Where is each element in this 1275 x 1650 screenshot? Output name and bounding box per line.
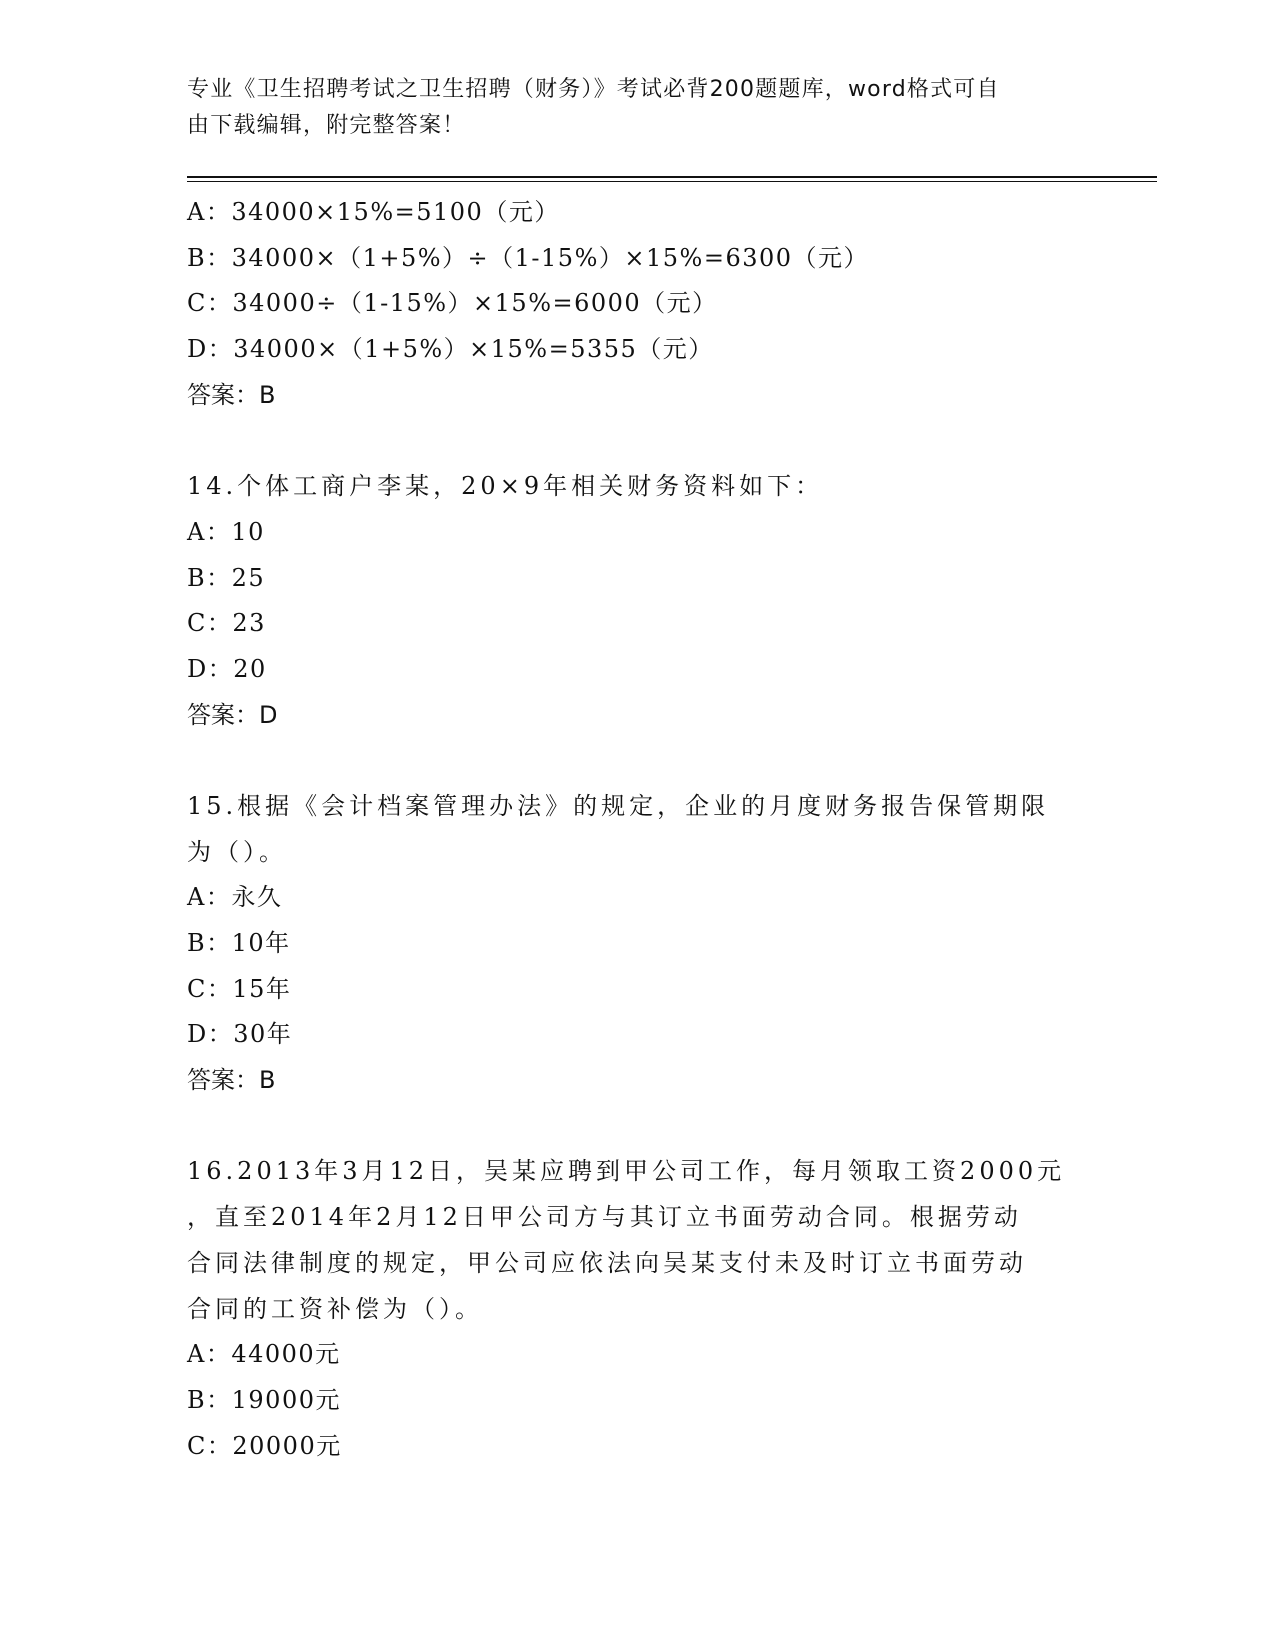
stem-line: 合同的工资补偿为（）。	[187, 1294, 483, 1323]
option-b: B：19000元	[187, 1385, 341, 1414]
header-line-2: 由下载编辑，附完整答案！	[187, 113, 466, 138]
spacer	[187, 1104, 1087, 1150]
option-c: C：34000÷（1-15%）×15%=6000（元）	[187, 289, 718, 318]
option-d: D：20	[187, 654, 267, 683]
option-b: B：10年	[187, 929, 291, 958]
option-c: C：15年	[187, 974, 292, 1003]
answer: 答案：B	[187, 1066, 276, 1095]
option-a: A：34000×15%=5100（元）	[187, 198, 560, 226]
question-stem	[187, 784, 1087, 875]
option-a: A：44000元	[187, 1340, 341, 1369]
stem-line: 合同法律制度的规定，甲公司应依法向吴某支付未及时订立书面劳动	[187, 1248, 1027, 1277]
header-line-1: 专业《卫生招聘考试之卫生招聘（财务）》考试必背200题题库，word格式可自	[187, 77, 1000, 102]
question-stem	[187, 1149, 1087, 1332]
option-b: B：25	[187, 563, 266, 592]
question-13	[187, 190, 1087, 418]
document-header	[187, 72, 1067, 144]
option-c: C：23	[187, 609, 266, 638]
question-list	[187, 190, 1087, 1469]
stem-line: 14.个体工商户李某，20×9年相关财务资料如下：	[187, 472, 824, 501]
question-15	[187, 784, 1087, 1104]
header-divider-thick	[187, 176, 1157, 178]
header-divider-thin	[187, 181, 1157, 182]
option-a: A：10	[187, 517, 265, 546]
answer: 答案：D	[187, 700, 278, 729]
stem-line: 16.2013年3月12日，吴某应聘到甲公司工作，每月领取工资2000元	[187, 1157, 1066, 1186]
option-d: D：34000×（1+5%）×15%=5355（元）	[187, 335, 714, 364]
stem-line: ，直至2014年2月12日甲公司方与其订立书面劳动合同。根据劳动	[187, 1203, 1022, 1232]
spacer	[187, 738, 1087, 784]
option-b: B：34000×（1+5%）÷（1-15%）×15%=6300（元）	[187, 243, 870, 272]
option-a: A：永久	[187, 883, 283, 912]
question-stem	[187, 464, 1087, 510]
stem-line: 为（）。	[187, 837, 287, 866]
stem-line: 15.根据《会计档案管理办法》的规定，企业的月度财务报告保管期限	[187, 791, 1050, 820]
question-14	[187, 464, 1087, 738]
option-d: D：30年	[187, 1020, 293, 1049]
question-16	[187, 1149, 1087, 1469]
answer: 答案：B	[187, 380, 276, 409]
option-c: C：20000元	[187, 1431, 342, 1460]
spacer	[187, 418, 1087, 464]
